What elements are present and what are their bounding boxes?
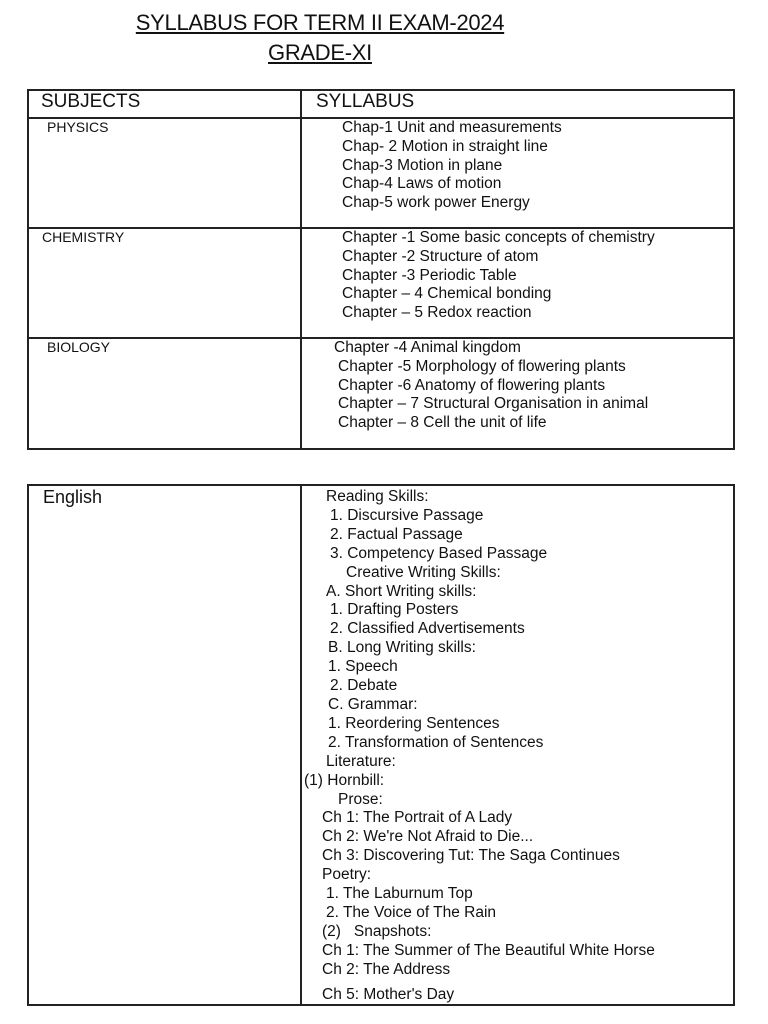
subject-cell-english — [28, 485, 301, 1005]
syllabus-line: Chapter -3 Periodic Table — [342, 266, 517, 284]
syllabus-line: 1. Reordering Sentences — [328, 714, 500, 732]
subject-label: English — [43, 487, 103, 507]
syllabus-line: Creative Writing Skills: — [346, 563, 501, 581]
subject-label: CHEMISTRY — [42, 229, 125, 245]
syllabus-line: 2. Transformation of Sentences — [328, 733, 544, 751]
syllabus-line: Ch 1: The Summer of The Beautiful White Horse — [322, 941, 655, 959]
syllabus-line: Chap- 2 Motion in straight line — [342, 137, 548, 155]
subject-cell-chemistry — [28, 228, 301, 338]
table-header-row — [28, 90, 734, 118]
table-row-biology — [28, 338, 734, 449]
syllabus-line: Chapter – 8 Cell the unit of life — [338, 414, 547, 432]
english-syllabus-table — [27, 484, 735, 1006]
syllabus-line: Chapter -4 Animal kingdom — [334, 339, 521, 356]
table-row-chemistry — [28, 228, 734, 338]
syllabus-line: Chapter -2 Structure of atom — [342, 247, 539, 265]
syllabus-line: Chapter -5 Morphology of flowering plants — [338, 357, 626, 375]
syllabus-line: Reading Skills: — [326, 488, 429, 505]
subject-cell-physics — [28, 118, 301, 228]
syllabus-line: A. Short Writing skills: — [326, 582, 477, 600]
syllabus-line: 2. Factual Passage — [330, 525, 463, 543]
syllabus-line: Chapter -1 Some basic concepts of chemistry — [342, 229, 655, 246]
syllabus-line: Chap-1 Unit and measurements — [342, 119, 562, 136]
syllabus-line: Ch 2: We're Not Afraid to Die... — [322, 828, 534, 846]
subject-label: PHYSICS — [47, 119, 109, 135]
syllabus-line: 1. Discursive Passage — [330, 506, 484, 524]
syllabus-line: B. Long Writing skills: — [328, 639, 476, 657]
column-header-subjects: SUBJECTS — [28, 90, 301, 118]
syllabus-line: 3. Competency Based Passage — [330, 544, 548, 562]
syllabus-line: Ch 5: Mother's Day — [322, 985, 455, 1003]
page-title: SYLLABUS FOR TERM II EXAM-2024 — [135, 10, 505, 35]
science-syllabus-table — [27, 89, 735, 450]
syllabus-line: 2. Debate — [330, 677, 398, 695]
syllabus-line: 2. Classified Advertisements — [330, 620, 525, 638]
syllabus-line: Literature: — [326, 752, 396, 770]
syllabus-line: Ch 2: The Address — [322, 960, 451, 978]
syllabus-line: Chap-4 Laws of motion — [342, 175, 502, 193]
syllabus-line: 1. The Laburnum Top — [326, 885, 473, 903]
syllabus-line: Ch 1: The Portrait of A Lady — [322, 809, 513, 827]
syllabus-cell-biology — [301, 338, 734, 449]
syllabus-line: Chapter – 7 Structural Organisation in animal — [338, 395, 649, 413]
syllabus-line: Chap-5 work power Energy — [342, 194, 530, 212]
syllabus-line: Poetry: — [322, 866, 372, 884]
syllabus-line: (2) Snapshots: — [322, 922, 432, 940]
syllabus-line: Prose: — [338, 790, 383, 808]
syllabus-cell-chemistry — [301, 228, 734, 338]
subject-cell-biology — [28, 338, 301, 449]
syllabus-line: Chapter – 4 Chemical bonding — [342, 285, 552, 303]
table-row-physics — [28, 118, 734, 228]
syllabus-line: (1) Hornbill: — [304, 771, 385, 789]
table-row-english — [28, 485, 734, 1005]
syllabus-line: 1. Drafting Posters — [330, 601, 459, 619]
syllabus-line: Chapter -6 Anatomy of flowering plants — [338, 376, 606, 394]
syllabus-line: 2. The Voice of The Rain — [326, 903, 497, 921]
page-subtitle-grade: GRADE-XI — [268, 40, 372, 65]
syllabus-cell-english — [301, 485, 734, 1005]
syllabus-line: Ch 3: Discovering Tut: The Saga Continues — [322, 847, 620, 865]
column-header-syllabus: SYLLABUS — [301, 90, 734, 118]
syllabus-line: Chapter – 5 Redox reaction — [342, 304, 532, 322]
syllabus-line: Chap-3 Motion in plane — [342, 156, 503, 174]
syllabus-line: C. Grammar: — [328, 695, 418, 713]
syllabus-line: 1. Speech — [328, 658, 398, 676]
subject-label: BIOLOGY — [47, 339, 111, 355]
syllabus-cell-physics — [301, 118, 734, 228]
